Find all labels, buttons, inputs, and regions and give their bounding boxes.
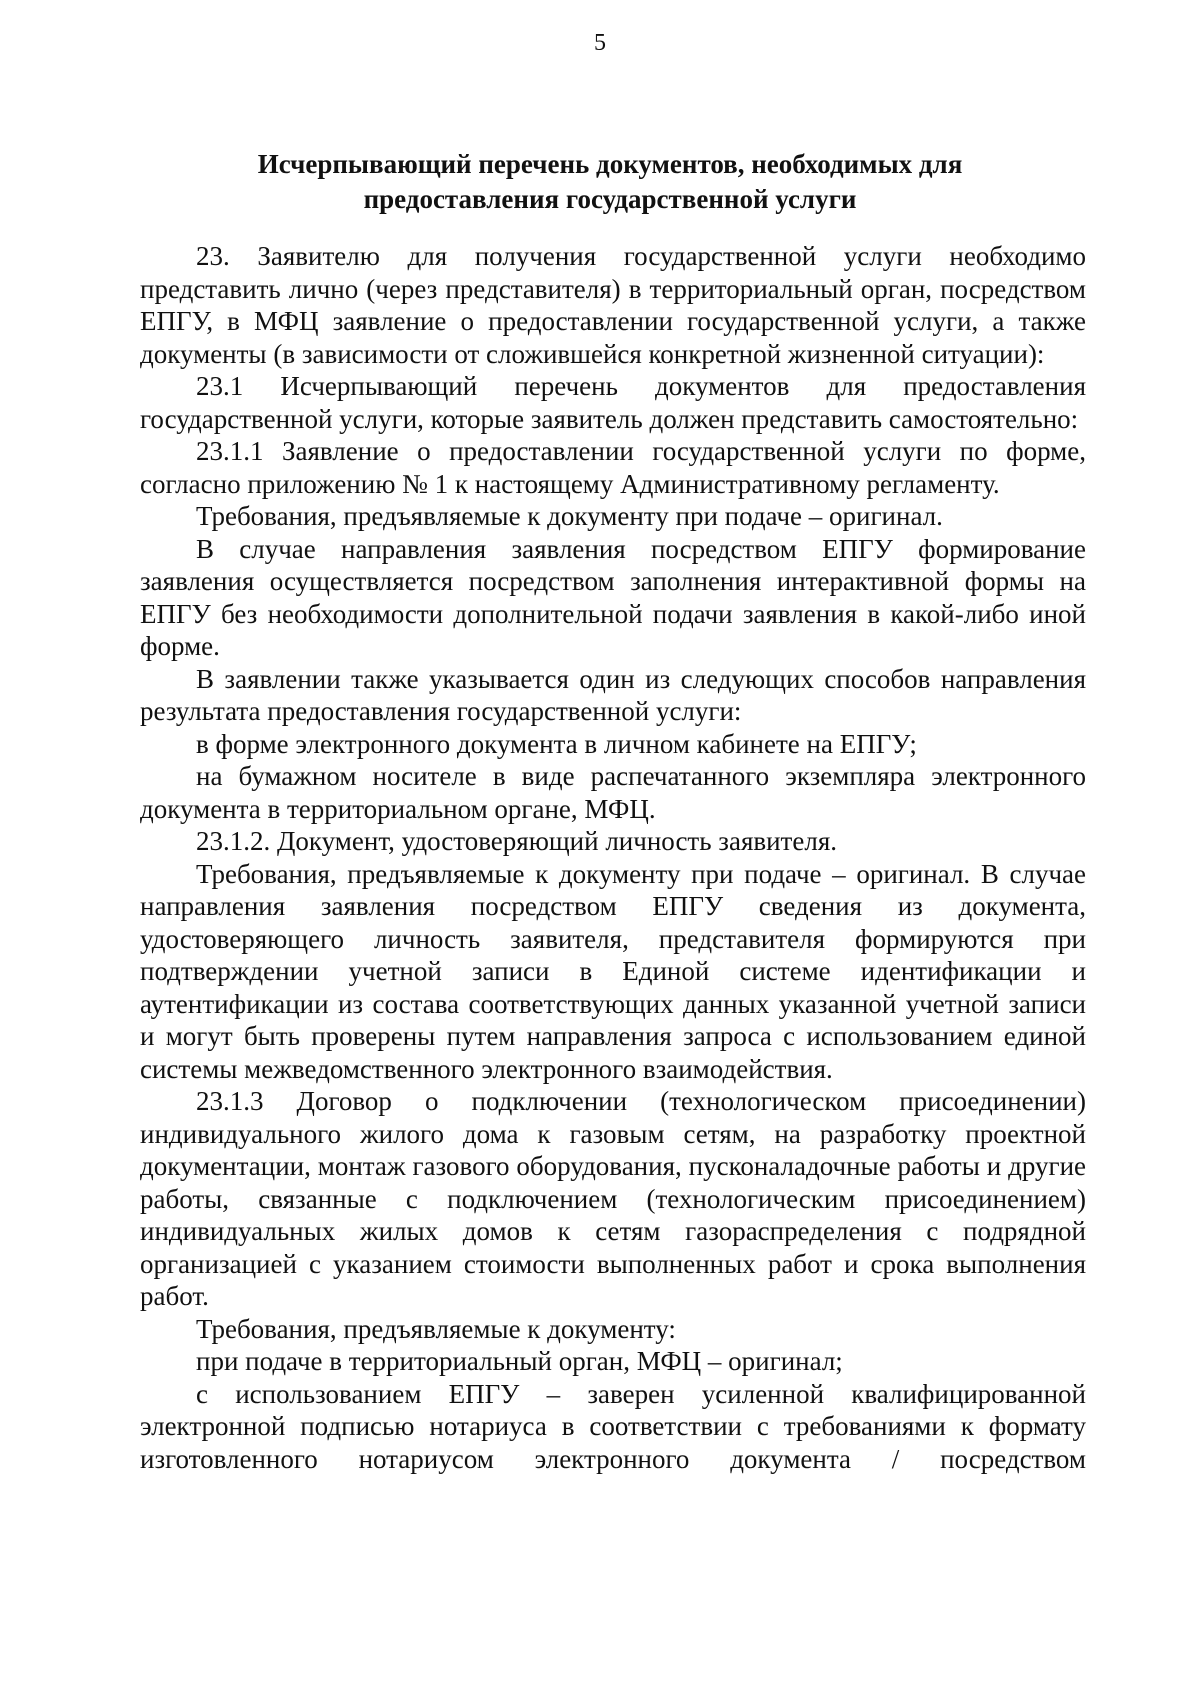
paragraph-23-1-3: 23.1.3 Договор о подключении (технологическом присоединении) индивидуального жилого дома к газовым сетям, на разработку проектной документации, монтаж газового оборудования, пусконаладочные работы и другие работы, связанные с подключением (технологическим присоединением) индивидуальных жилых домов к сетям газораспределения с подрядной организацией с указанием стоимости выполненных работ и срока выполнения работ.	[140, 1086, 1086, 1311]
section-heading-line-2: предоставления государственной услуги	[363, 184, 857, 214]
paragraph-epgu-submission: В случае направления заявления посредством ЕПГУ формирование заявления осуществляется посредством заполнения интерактивной формы на ЕПГУ без необходимости дополнительной подачи заявления в какой-либо иной форме.	[140, 533, 1086, 661]
paragraph-document-requirements: Требования, предъявляемые к документу:	[196, 1313, 676, 1344]
paragraph-requirements-original: Требования, предъявляемые к документу при подаче – оригинал.	[196, 501, 943, 531]
paragraph-territorial-submission: при подаче в территориальный орган, МФЦ – оригинал;	[196, 1346, 843, 1376]
paragraph-result-methods: В заявлении также указывается один из следующих способов направления результата предоставления государственной услуги:	[140, 663, 1086, 726]
paragraph-electronic-form: в форме электронного документа в личном кабинете на ЕПГУ;	[196, 728, 917, 759]
page-number: 5	[594, 30, 606, 56]
paragraph-epgu-signature: с использованием ЕПГУ – заверен усиленной квалифицированной электронной подписью нотариуса в соответствии с требованиями к формату изготовленного нотариусом электронного документа / посредством	[140, 1378, 1086, 1474]
section-heading	[140, 147, 1080, 217]
paragraph-paper-form: на бумажном носителе в виде распечатанного экземпляра электронного документа в территориальном органе, МФЦ.	[140, 761, 1086, 824]
paragraph-23-1-1: 23.1.1 Заявление о предоставлении государственной услуги по форме, согласно приложению № 1 к настоящему Административному регламенту.	[140, 436, 1086, 499]
section-heading-line-1: Исчерпывающий перечень документов, необходимых для	[257, 149, 963, 179]
paragraph-identity-requirements: Требования, предъявляемые к документу при подаче – оригинал. В случае направления заявления посредством ЕПГУ сведения из документа, удостоверяющего личность заявителя, представителя формируются при подтверждении учетной записи в Единой системе идентификации и аутентификации из состава соответствующих данных указанной учетной записи и могут быть проверены путем направления запроса с использованием единой системы межведомственного электронного взаимодействия.	[140, 858, 1086, 1084]
paragraph-23-1: 23.1 Исчерпывающий перечень документов для предоставления государственной услуги, которые заявитель должен представить самостоятельно:	[140, 371, 1086, 434]
document-body	[140, 240, 1086, 1475]
paragraph-23-1-2: 23.1.2. Документ, удостоверяющий личность заявителя.	[196, 826, 837, 856]
paragraph-23: 23. Заявителю для получения государственной услуги необходимо представить лично (через представителя) в территориальный орган, посредством ЕПГУ, в МФЦ заявление о предоставлении государственной услуги, а также документы (в зависимости от сложившейся конкретной жизненной ситуации):	[140, 241, 1086, 369]
